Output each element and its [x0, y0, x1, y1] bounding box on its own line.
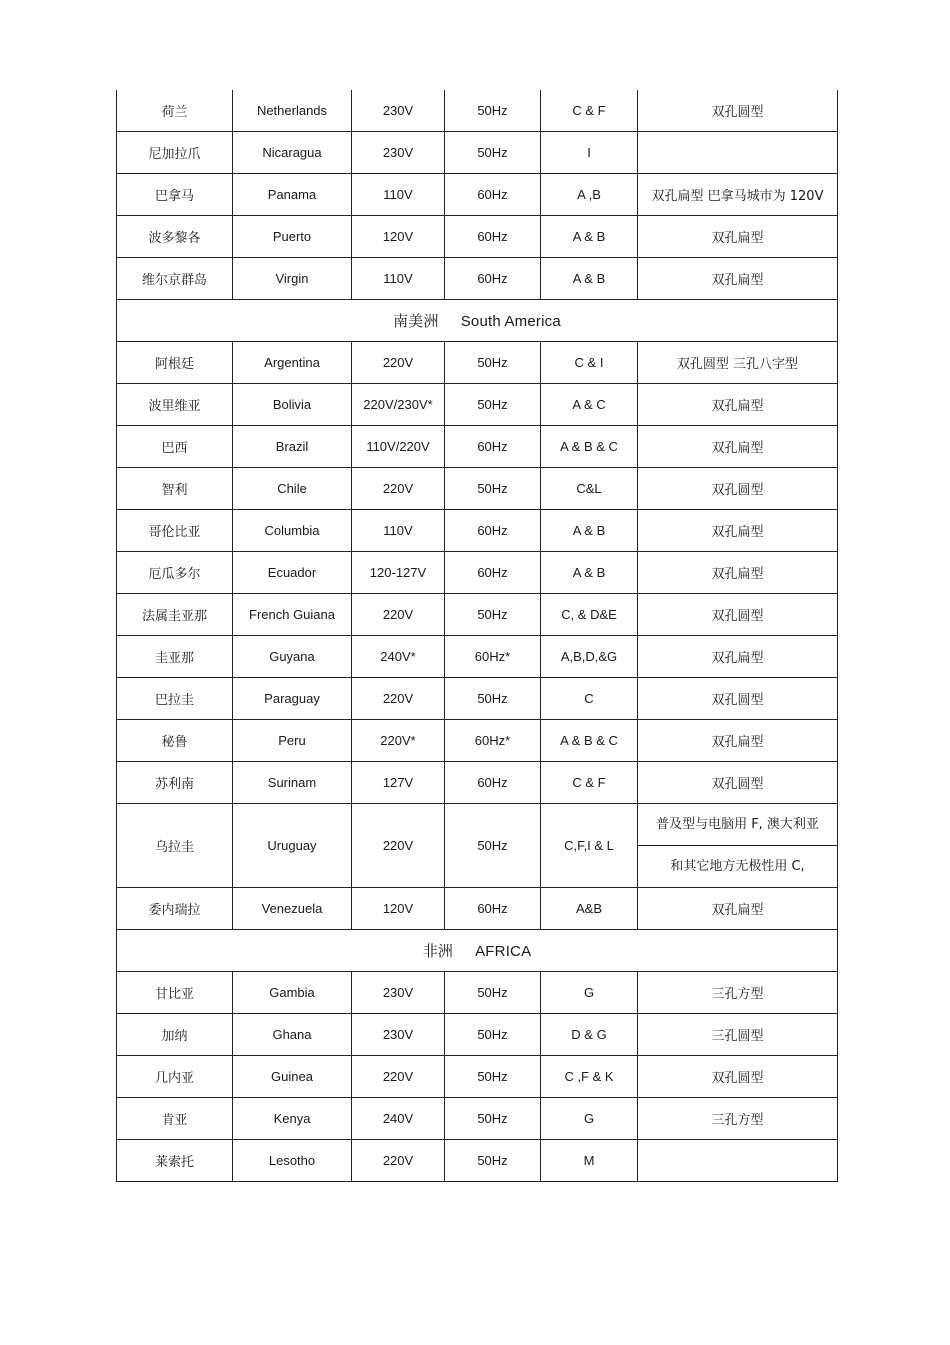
voltage-cell: 110V/220V [352, 426, 445, 468]
country-name-cn: 波里维亚 [117, 384, 233, 426]
country-name-cn: 加纳 [117, 1014, 233, 1056]
country-name-cn: 几内亚 [117, 1056, 233, 1098]
frequency-cell: 50Hz [445, 342, 541, 384]
frequency-cell: 60Hz [445, 258, 541, 300]
country-name-cn: 阿根廷 [117, 342, 233, 384]
frequency-cell: 60Hz [445, 552, 541, 594]
table-row [117, 636, 838, 678]
frequency-cell: 50Hz [445, 1098, 541, 1140]
plug-note-cell: 双孔圆型 [638, 762, 838, 804]
plug-note-cell [638, 132, 838, 174]
section-heading-cn: 南美洲 [393, 313, 439, 330]
frequency-cell: 60Hz [445, 510, 541, 552]
plug-note-cell [638, 1140, 838, 1182]
section-heading [117, 930, 838, 972]
frequency-cell: 50Hz [445, 804, 541, 888]
table-row [117, 90, 838, 132]
frequency-cell: 60Hz [445, 174, 541, 216]
section-heading-en: South America [460, 313, 561, 330]
frequency-cell: 50Hz [445, 1014, 541, 1056]
plug-type-cell: C & F [541, 762, 638, 804]
country-name-cn: 苏利南 [117, 762, 233, 804]
country-name-en: Ecuador [233, 552, 352, 594]
table-row [117, 258, 838, 300]
country-name-en: Paraguay [233, 678, 352, 720]
voltage-cell: 220V [352, 678, 445, 720]
country-name-cn: 巴拉圭 [117, 678, 233, 720]
frequency-cell: 50Hz [445, 384, 541, 426]
plug-note-cell: 三孔方型 [638, 972, 838, 1014]
table-row [117, 132, 838, 174]
table-row [117, 1098, 838, 1140]
voltage-cell: 220V [352, 804, 445, 888]
country-name-en: Netherlands [233, 90, 352, 132]
plug-note-cell [638, 804, 838, 888]
plug-type-cell: A & C [541, 384, 638, 426]
plug-note-cell: 双孔扁型 [638, 216, 838, 258]
table-row [117, 888, 838, 930]
plug-type-cell: C ,F & K [541, 1056, 638, 1098]
table-row [117, 1014, 838, 1056]
plug-type-cell: C [541, 678, 638, 720]
table-body [117, 90, 838, 1182]
frequency-cell: 60Hz* [445, 720, 541, 762]
plug-type-cell: A & B [541, 216, 638, 258]
country-name-en: Nicaragua [233, 132, 352, 174]
plug-type-cell: C & F [541, 90, 638, 132]
table-row [117, 426, 838, 468]
plug-type-cell: A&B [541, 888, 638, 930]
country-name-cn: 智利 [117, 468, 233, 510]
section-heading-row [117, 300, 838, 342]
voltage-cell: 240V [352, 1098, 445, 1140]
voltage-plug-table-sheet [116, 90, 837, 1182]
plug-type-cell: M [541, 1140, 638, 1182]
country-name-en: Columbia [233, 510, 352, 552]
table-row [117, 1140, 838, 1182]
country-name-en: Surinam [233, 762, 352, 804]
country-name-cn: 波多黎各 [117, 216, 233, 258]
country-name-en: Kenya [233, 1098, 352, 1140]
plug-type-cell: A,B,D,&G [541, 636, 638, 678]
country-name-cn: 乌拉圭 [117, 804, 233, 888]
plug-type-cell: I [541, 132, 638, 174]
frequency-cell: 60Hz* [445, 636, 541, 678]
country-name-en: Venezuela [233, 888, 352, 930]
voltage-cell: 220V [352, 342, 445, 384]
country-name-cn: 维尔京群岛 [117, 258, 233, 300]
section-heading [117, 300, 838, 342]
country-name-cn: 法属圭亚那 [117, 594, 233, 636]
plug-note-cell: 双孔扁型 [638, 510, 838, 552]
table-row [117, 594, 838, 636]
frequency-cell: 50Hz [445, 594, 541, 636]
country-name-en: Guinea [233, 1056, 352, 1098]
country-name-cn: 荷兰 [117, 90, 233, 132]
country-name-en: Gambia [233, 972, 352, 1014]
voltage-cell: 240V* [352, 636, 445, 678]
country-name-en: Ghana [233, 1014, 352, 1056]
voltage-cell: 230V [352, 90, 445, 132]
frequency-cell: 50Hz [445, 678, 541, 720]
table-row [117, 510, 838, 552]
table-row [117, 804, 838, 888]
frequency-cell: 50Hz [445, 1056, 541, 1098]
voltage-cell: 220V/230V* [352, 384, 445, 426]
plug-type-cell: A & B [541, 258, 638, 300]
table-row [117, 1056, 838, 1098]
plug-note-cell: 双孔扁型 [638, 426, 838, 468]
section-heading-cn: 非洲 [422, 943, 454, 960]
country-name-en: Peru [233, 720, 352, 762]
country-name-en: Brazil [233, 426, 352, 468]
frequency-cell: 50Hz [445, 1140, 541, 1182]
country-name-cn: 巴拿马 [117, 174, 233, 216]
section-heading-row [117, 930, 838, 972]
voltage-cell: 230V [352, 1014, 445, 1056]
plug-note-cell: 双孔扁型 [638, 258, 838, 300]
country-name-cn: 秘鲁 [117, 720, 233, 762]
country-name-en: Panama [233, 174, 352, 216]
voltage-cell: 220V [352, 594, 445, 636]
plug-type-cell: D & G [541, 1014, 638, 1056]
voltage-cell: 120V [352, 888, 445, 930]
table-row [117, 678, 838, 720]
table-row [117, 174, 838, 216]
country-name-en: Puerto [233, 216, 352, 258]
voltage-cell: 220V* [352, 720, 445, 762]
frequency-cell: 50Hz [445, 132, 541, 174]
country-name-cn: 厄瓜多尔 [117, 552, 233, 594]
frequency-cell: 60Hz [445, 888, 541, 930]
voltage-cell: 220V [352, 1056, 445, 1098]
voltage-cell: 110V [352, 510, 445, 552]
country-name-cn: 圭亚那 [117, 636, 233, 678]
frequency-cell: 50Hz [445, 90, 541, 132]
frequency-cell: 60Hz [445, 216, 541, 258]
plug-note-cell: 双孔扁型 [638, 552, 838, 594]
plug-note-cell: 双孔扁型 [638, 636, 838, 678]
plug-type-cell: A ,B [541, 174, 638, 216]
frequency-cell: 60Hz [445, 762, 541, 804]
frequency-cell: 50Hz [445, 972, 541, 1014]
plug-type-cell: C,F,I & L [541, 804, 638, 888]
plug-type-cell: G [541, 1098, 638, 1140]
table-row [117, 720, 838, 762]
plug-type-cell: A & B & C [541, 426, 638, 468]
country-name-en: Uruguay [233, 804, 352, 888]
table-row [117, 762, 838, 804]
country-name-cn: 莱索托 [117, 1140, 233, 1182]
table-row [117, 384, 838, 426]
plug-note-cell: 双孔圆型 [638, 594, 838, 636]
plug-type-cell: C&L [541, 468, 638, 510]
plug-note-cell: 双孔圆型 [638, 1056, 838, 1098]
plug-note-cell: 双孔圆型 [638, 90, 838, 132]
country-name-cn: 肯亚 [117, 1098, 233, 1140]
plug-type-cell: G [541, 972, 638, 1014]
plug-note-cell: 双孔圆型 [638, 678, 838, 720]
plug-note-cell: 双孔扁型 [638, 384, 838, 426]
voltage-cell: 220V [352, 1140, 445, 1182]
country-name-en: Chile [233, 468, 352, 510]
table-row [117, 972, 838, 1014]
plug-note-cell: 双孔扁型 [638, 888, 838, 930]
plug-note-cell: 双孔扁型 巴拿马城市为 120V [638, 174, 838, 216]
frequency-cell: 60Hz [445, 426, 541, 468]
voltage-cell: 220V [352, 468, 445, 510]
plug-note-cell: 双孔圆型 三孔八字型 [638, 342, 838, 384]
table-row [117, 216, 838, 258]
country-name-cn: 甘比亚 [117, 972, 233, 1014]
plug-type-cell: C & I [541, 342, 638, 384]
voltage-cell: 230V [352, 972, 445, 1014]
country-name-cn: 巴西 [117, 426, 233, 468]
country-name-cn: 尼加拉爪 [117, 132, 233, 174]
plug-type-cell: A & B & C [541, 720, 638, 762]
plug-note-cell: 三孔圆型 [638, 1014, 838, 1056]
voltage-cell: 110V [352, 258, 445, 300]
plug-note-line: 普及型与电脑用 F, 澳大利亚 [638, 804, 837, 846]
country-name-cn: 委内瑞拉 [117, 888, 233, 930]
country-voltage-table [116, 90, 838, 1182]
voltage-cell: 120V [352, 216, 445, 258]
country-name-en: Argentina [233, 342, 352, 384]
table-row [117, 468, 838, 510]
frequency-cell: 50Hz [445, 468, 541, 510]
country-name-en: French Guiana [233, 594, 352, 636]
country-name-en: Bolivia [233, 384, 352, 426]
voltage-cell: 110V [352, 174, 445, 216]
table-row [117, 342, 838, 384]
country-name-en: Virgin [233, 258, 352, 300]
voltage-cell: 230V [352, 132, 445, 174]
voltage-cell: 120-127V [352, 552, 445, 594]
country-name-en: Lesotho [233, 1140, 352, 1182]
plug-note-cell: 双孔扁型 [638, 720, 838, 762]
plug-type-cell: A & B [541, 552, 638, 594]
plug-type-cell: A & B [541, 510, 638, 552]
plug-note-cell: 三孔方型 [638, 1098, 838, 1140]
voltage-cell: 127V [352, 762, 445, 804]
table-row [117, 552, 838, 594]
plug-type-cell: C, & D&E [541, 594, 638, 636]
plug-note-cell: 双孔圆型 [638, 468, 838, 510]
country-name-cn: 哥伦比亚 [117, 510, 233, 552]
section-heading-en: AFRICA [475, 943, 532, 960]
plug-note-line: 和其它地方无极性用 C, [670, 859, 805, 874]
country-name-en: Guyana [233, 636, 352, 678]
